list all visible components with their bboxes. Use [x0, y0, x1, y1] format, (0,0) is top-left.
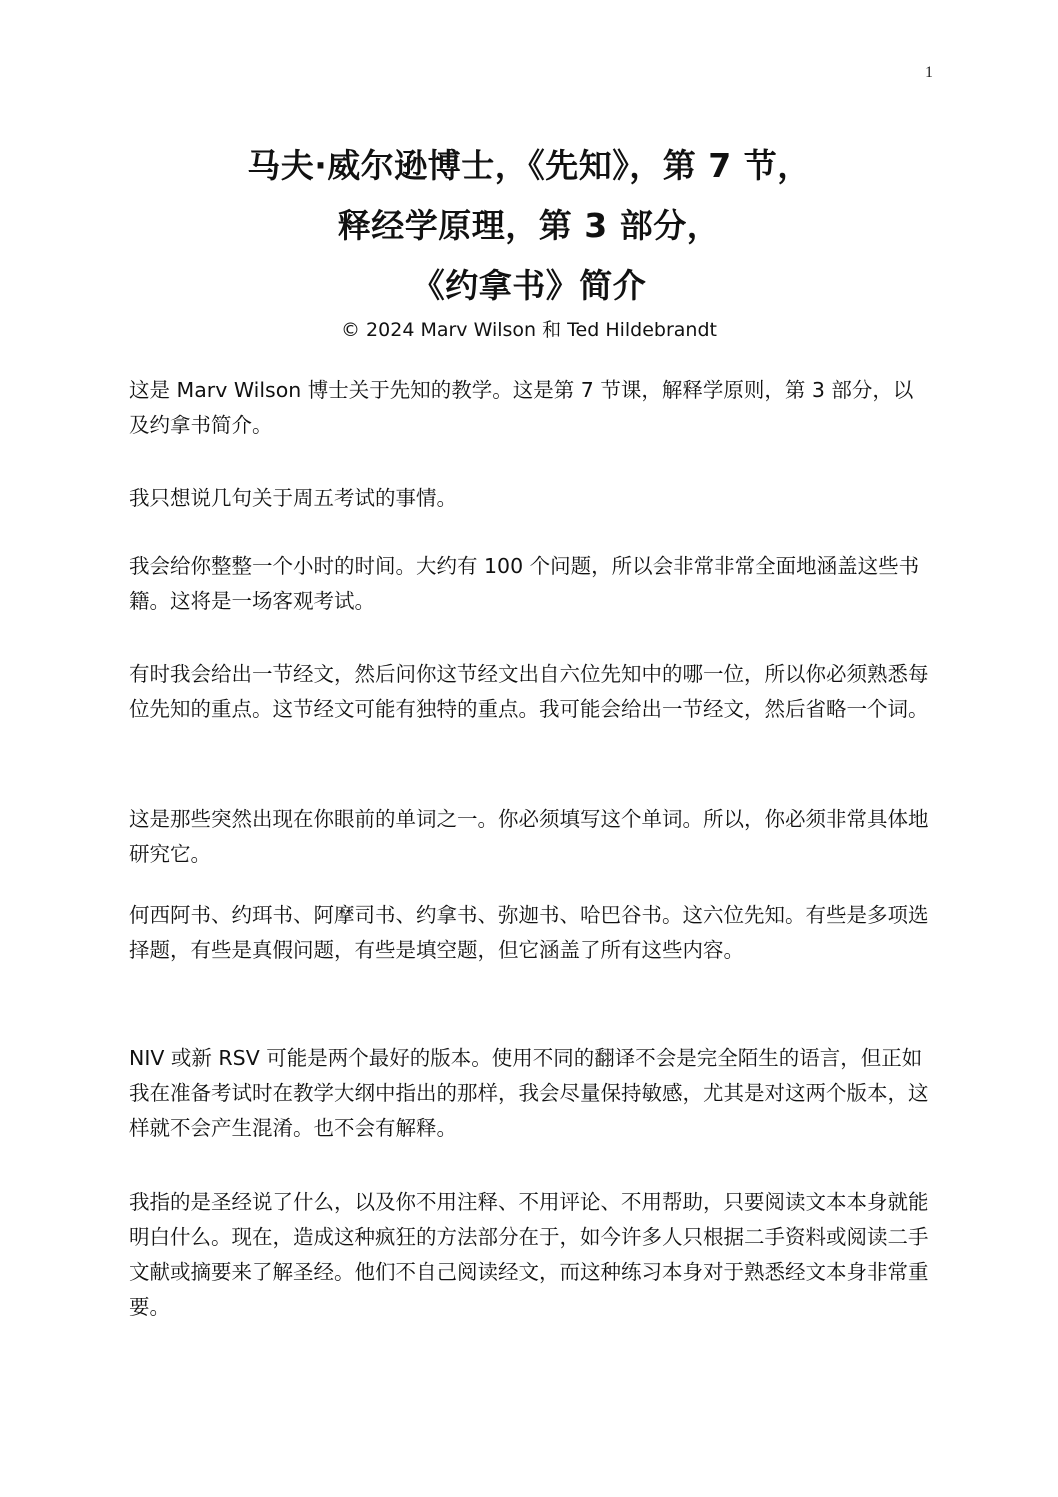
document-title [0, 136, 1058, 316]
paragraph-5: 这是那些突然出现在你眼前的单词之一。你必须填写这个单词。所以，你必须非常具体地研究它。 [129, 807, 929, 866]
paragraph-7: NIV 或新 RSV 可能是两个最好的版本。使用不同的翻译不会是完全陌生的语言，但正如我在准备考试时在教学大纲中指出的那样，我会尽量保持敏感，尤其是对这两个版本，这样就不会产生混淆。也不会有解释。 [129, 1046, 929, 1140]
title-line-2: 释经学原理，第 3 部分， [337, 206, 721, 245]
title-line-3: 《约拿书》简介 [411, 266, 647, 305]
title-line-1: 马夫·威尔逊博士，《先知》，第 7 节， [247, 146, 811, 185]
page-number: 1 [925, 64, 933, 81]
paragraph-3: 我会给你整整一个小时的时间。大约有 100 个问题，所以会非常非常全面地涵盖这些书籍。这将是一场客观考试。 [129, 554, 920, 613]
paragraph-6: 何西阿书、约珥书、阿摩司书、约拿书、弥迦书、哈巴谷书。这六位先知。有些是多项选择题，有些是真假问题，有些是填空题，但它涵盖了所有这些内容。 [129, 903, 929, 962]
paragraph-1: 这是 Marv Wilson 博士关于先知的教学。这是第 7 节课，解释学原则，第 3 部分，以及约拿书简介。 [129, 378, 914, 437]
copyright-line: © 2024 Marv Wilson 和 Ted Hildebrandt [341, 319, 717, 341]
paragraph-8: 我指的是圣经说了什么，以及你不用注释、不用评论、不用帮助，只要阅读文本本身就能明白什么。现在，造成这种疯狂的方法部分在于，如今许多人只根据二手资料或阅读二手文献或摘要来了解圣经。他们不自己阅读经文，而这种练习本身对于熟悉经文本身非常重要。 [129, 1190, 929, 1319]
paragraph-2: 我只想说几句关于周五考试的事情。 [129, 486, 457, 510]
paragraph-4: 有时我会给出一节经文，然后问你这节经文出自六位先知中的哪一位，所以你必须熟悉每位先知的重点。这节经文可能有独特的重点。我可能会给出一节经文，然后省略一个词。 [129, 662, 929, 721]
